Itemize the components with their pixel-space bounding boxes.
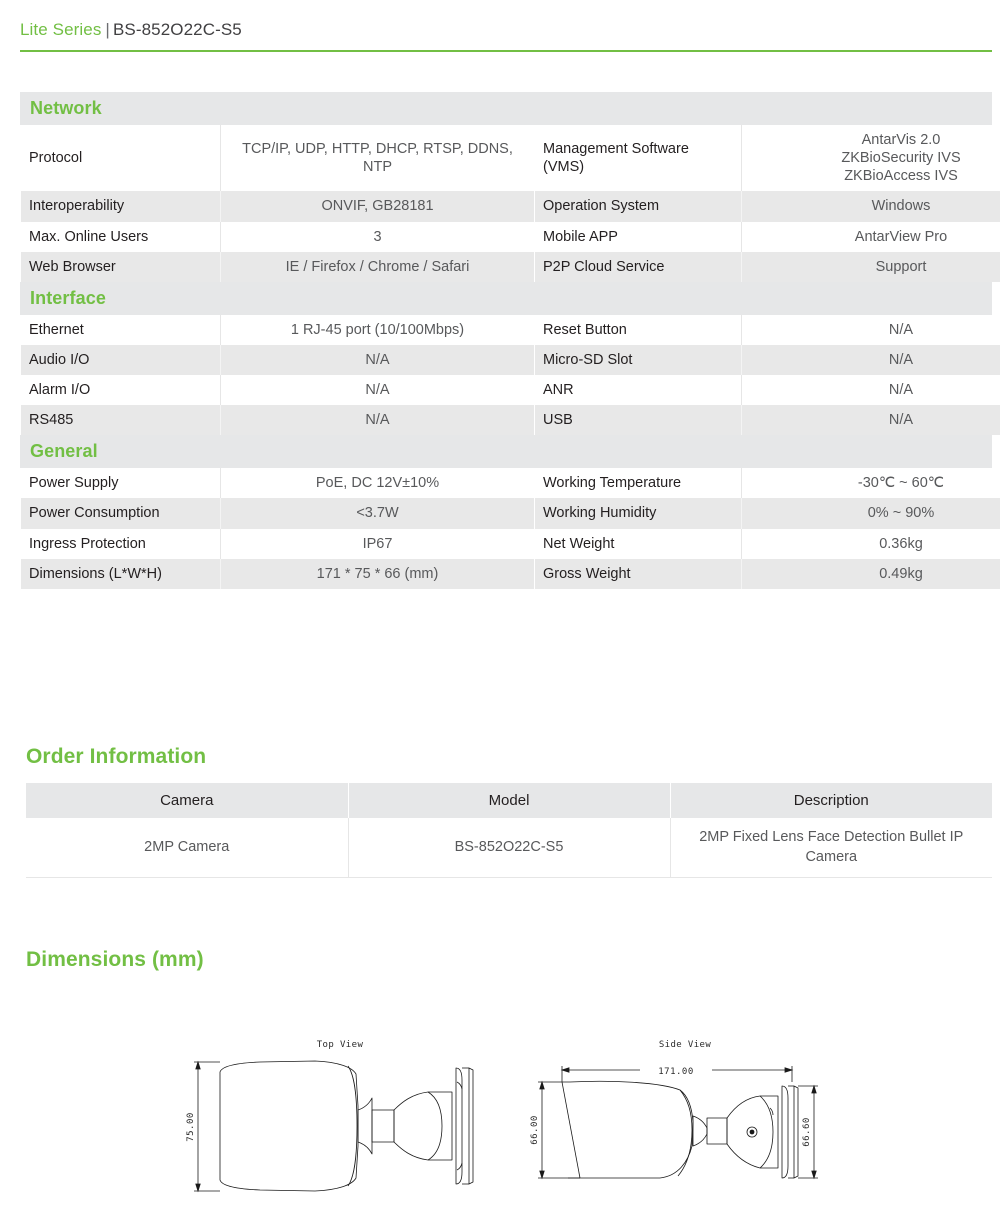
top-view-caption: Top View	[180, 1040, 500, 1050]
section-header-network	[20, 92, 992, 125]
spec-label: USB	[535, 405, 742, 435]
spec-value: 0% ~ 90%	[742, 498, 1000, 528]
spec-value: Support	[742, 252, 1000, 282]
page-title	[20, 20, 242, 40]
side-view-length-label: 171.00	[658, 1067, 694, 1077]
table-row	[21, 529, 1000, 559]
spec-value: AntarView Pro	[742, 222, 1000, 252]
table-row	[21, 315, 1000, 345]
section-header-interface	[20, 282, 992, 315]
spec-value: PoE, DC 12V±10%	[221, 468, 535, 498]
spec-label: Power Supply	[21, 468, 221, 498]
section-title: General	[30, 441, 98, 462]
spec-value: N/A	[221, 345, 535, 375]
spec-label: Ingress Protection	[21, 529, 221, 559]
side-view-svg	[520, 1050, 850, 1200]
table-row	[26, 818, 992, 878]
order-column-camera: Camera	[26, 783, 348, 818]
table-row	[21, 345, 1000, 375]
specification-tables	[20, 92, 992, 589]
order-column-description: Description	[670, 783, 992, 818]
order-information-table	[26, 783, 992, 878]
side-view-height-left-label: 66.00	[530, 1115, 540, 1145]
spec-label: Working Humidity	[535, 498, 742, 528]
spec-value: N/A	[221, 375, 535, 405]
order-cell-description: 2MP Fixed Lens Face Detection Bullet IP Camera	[670, 818, 992, 878]
table-row	[21, 222, 1000, 252]
spec-value: <3.7W	[221, 498, 535, 528]
spec-label: Net Weight	[535, 529, 742, 559]
side-view-height-right-label: 66.60	[802, 1117, 812, 1147]
spec-value: Windows	[742, 191, 1000, 221]
spec-label: Power Consumption	[21, 498, 221, 528]
spec-label: ANR	[535, 375, 742, 405]
model-name: BS-852O22C-S5	[113, 20, 242, 39]
dimensions-heading: Dimensions (mm)	[26, 948, 992, 972]
top-view-drawing	[180, 1040, 500, 1205]
table-row	[21, 405, 1000, 435]
table-row	[21, 498, 1000, 528]
spec-value: N/A	[742, 375, 1000, 405]
spec-label: Working Temperature	[535, 468, 742, 498]
spec-label: P2P Cloud Service	[535, 252, 742, 282]
dimensions-section	[20, 948, 992, 1158]
order-column-model: Model	[348, 783, 670, 818]
order-cell-model: BS-852O22C-S5	[348, 818, 670, 878]
spec-label: Protocol	[21, 125, 221, 191]
spec-label: Max. Online Users	[21, 222, 221, 252]
section-title: Network	[30, 98, 102, 119]
spec-value: IP67	[221, 529, 535, 559]
section-header-general	[20, 435, 992, 468]
table-row	[21, 252, 1000, 282]
spec-label: Micro-SD Slot	[535, 345, 742, 375]
spec-value: 171 * 75 * 66 (mm)	[221, 559, 535, 589]
top-view-height-label: 75.00	[186, 1112, 196, 1142]
order-information-heading: Order Information	[26, 745, 992, 769]
spec-label: Audio I/O	[21, 345, 221, 375]
spec-label: Gross Weight	[535, 559, 742, 589]
spec-value: 0.36kg	[742, 529, 1000, 559]
spec-label: Interoperability	[21, 191, 221, 221]
spec-table-interface	[20, 315, 1000, 436]
spec-table-network	[20, 125, 1000, 282]
series-name: Lite Series	[20, 20, 101, 39]
spec-value: 0.49kg	[742, 559, 1000, 589]
spec-label: Mobile APP	[535, 222, 742, 252]
spec-label: Dimensions (L*W*H)	[21, 559, 221, 589]
spec-value: IE / Firefox / Chrome / Safari	[221, 252, 535, 282]
table-row	[21, 125, 1000, 191]
spec-label: RS485	[21, 405, 221, 435]
spec-value: TCP/IP, UDP, HTTP, DHCP, RTSP, DDNS, NTP	[221, 125, 535, 191]
dimension-drawings	[20, 978, 992, 1158]
title-separator: |	[105, 20, 110, 39]
spec-value: AntarVis 2.0 ZKBioSecurity IVS ZKBioAccess IVS	[742, 125, 1000, 191]
top-view-svg	[180, 1050, 500, 1200]
spec-value: ONVIF, GB28181	[221, 191, 535, 221]
spec-label: Reset Button	[535, 315, 742, 345]
order-information-section	[20, 745, 992, 878]
header-divider	[20, 50, 992, 52]
table-row	[21, 559, 1000, 589]
spec-value: 3	[221, 222, 535, 252]
spec-value: N/A	[742, 315, 1000, 345]
spec-label: Ethernet	[21, 315, 221, 345]
spec-label: Management Software (VMS)	[535, 125, 742, 191]
order-table-header-row	[26, 783, 992, 818]
table-row	[21, 191, 1000, 221]
page-header	[0, 0, 1000, 52]
spec-value: 1 RJ-45 port (10/100Mbps)	[221, 315, 535, 345]
spec-label: Operation System	[535, 191, 742, 221]
spec-label: Web Browser	[21, 252, 221, 282]
order-cell-camera: 2MP Camera	[26, 818, 348, 878]
spec-label: Alarm I/O	[21, 375, 221, 405]
spec-value: -30℃ ~ 60℃	[742, 468, 1000, 498]
spec-table-general	[20, 468, 1000, 589]
spec-value: N/A	[221, 405, 535, 435]
spec-value: N/A	[742, 405, 1000, 435]
table-row	[21, 468, 1000, 498]
section-title: Interface	[30, 288, 106, 309]
table-row	[21, 375, 1000, 405]
side-view-drawing	[520, 1040, 850, 1205]
spec-value: N/A	[742, 345, 1000, 375]
side-view-caption: Side View	[520, 1040, 850, 1050]
